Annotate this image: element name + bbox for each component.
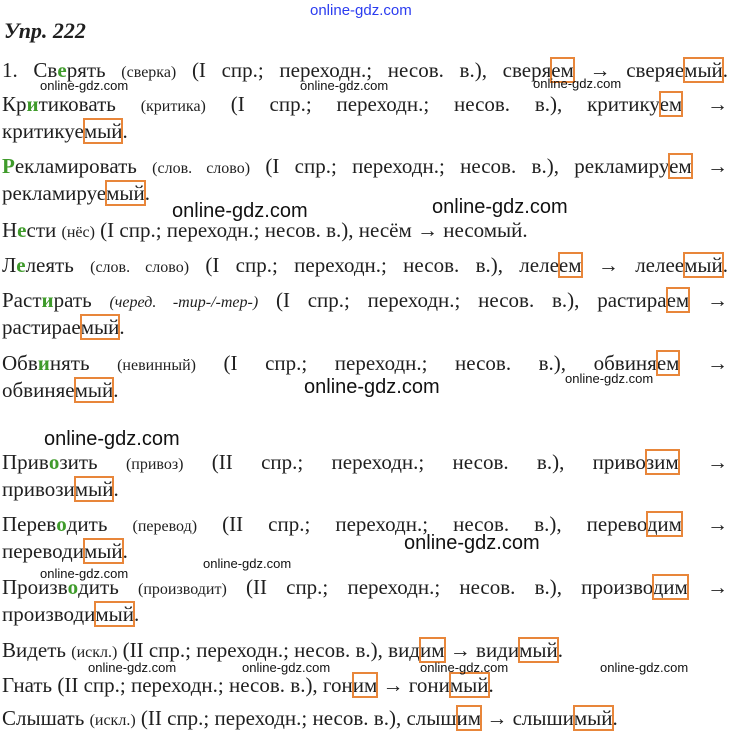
suffix-box: мый	[74, 378, 114, 402]
ending-box: им	[352, 673, 378, 697]
text-line: Привозить (привоз) (II спр.; переходн.; несов. в.), привозим →	[2, 450, 729, 474]
text-line: Растирать (черед. -тир-/-тер-) (I спр.; переходн.; несов. в.), растираем →	[2, 288, 729, 312]
text-line: Нести (нёс) (I спр.; переходн.; несов. в.), несём → несомый.	[2, 218, 528, 242]
suffix-box: мый	[449, 673, 489, 697]
text-line: Рекламировать (слов. слово) (I спр.; переходн.; несов. в.), рекламируем →	[2, 154, 728, 178]
ending-box: им	[420, 638, 445, 662]
text-line: производимый.	[2, 602, 140, 626]
suffix-box: мый	[684, 253, 723, 277]
text-line: привозимый.	[2, 477, 119, 501]
exercise-title: Упр. 222	[4, 18, 86, 43]
text-line: Производить (производит) (II спр.; переходн.; несов. в.), производим →	[2, 575, 729, 599]
text-line: Гнать (II спр.; переходн.; несов. в.), гоним → гонимый.	[2, 673, 494, 697]
suffix-box: мый	[519, 638, 558, 662]
suffix-box: мый	[95, 602, 135, 626]
watermark: online-gdz.com	[88, 660, 177, 675]
watermark: online-gdz.com	[432, 196, 568, 218]
watermark: online-gdz.com	[44, 428, 180, 450]
watermark: online-gdz.com	[203, 556, 292, 571]
watermark: online-gdz.com	[304, 376, 440, 398]
suffix-box: мый	[83, 539, 123, 563]
text-line: Переводить (перевод) (II спр.; переходн.; несов. в.), переводим →	[2, 512, 729, 536]
ending-box: ем	[558, 253, 582, 277]
text-line: Критиковать (критика) (I спр.; переходн.; несов. в.), критикуем →	[2, 92, 729, 116]
suffix-box: мый	[684, 58, 723, 82]
suffix-box: мый	[106, 181, 145, 205]
watermark-top: online-gdz.com	[310, 2, 412, 19]
text-line: Видеть (искл.) (II спр.; переходн.; несов. в.), видим → видимый.	[2, 638, 563, 662]
text-line: критикуемый.	[2, 119, 128, 143]
text-line: обвиняемый.	[2, 378, 119, 402]
ending-box: ем	[659, 92, 683, 116]
watermark: online-gdz.com	[404, 532, 540, 554]
ending-box: дим	[652, 575, 688, 599]
watermark: online-gdz.com	[565, 371, 654, 386]
text-line: переводимый.	[2, 539, 128, 563]
text-line: растираемый.	[2, 315, 125, 339]
watermark: online-gdz.com	[600, 660, 689, 675]
watermark: online-gdz.com	[40, 566, 129, 581]
text-line: Лелеять (слов. слово) (I спр.; переходн.; несов. в.), лелеем → лелеемый.	[2, 253, 728, 277]
watermark: online-gdz.com	[420, 660, 509, 675]
watermark: online-gdz.com	[300, 78, 389, 93]
ending-box: ем	[669, 154, 692, 178]
text-line: рекламируемый.	[2, 181, 151, 205]
suffix-box: мый	[573, 706, 613, 730]
watermark: online-gdz.com	[242, 660, 331, 675]
watermark: online-gdz.com	[40, 78, 129, 93]
ending-box: ем	[551, 58, 574, 82]
ending-box: дим	[646, 512, 682, 536]
ending-box: им	[456, 706, 482, 730]
suffix-box: мый	[74, 477, 114, 501]
text-line: 1. Сверять (сверка) (I спр.; переходн.; несов. в.), сверяем → сверяемый.	[2, 58, 729, 82]
suffix-box: мый	[80, 315, 120, 339]
watermark: online-gdz.com	[533, 76, 622, 91]
ending-box: ем	[656, 351, 680, 375]
watermark: online-gdz.com	[172, 200, 308, 222]
text-line: Слышать (искл.) (II спр.; переходн.; несов. в.), слышим → слышимый.	[2, 706, 618, 730]
text-line: Обвинять (невинный) (I спр.; переходн.; несов. в.), обвиняем →	[2, 351, 729, 375]
ending-box: зим	[645, 450, 679, 474]
ending-box: ем	[666, 288, 690, 312]
suffix-box: мый	[83, 119, 123, 143]
